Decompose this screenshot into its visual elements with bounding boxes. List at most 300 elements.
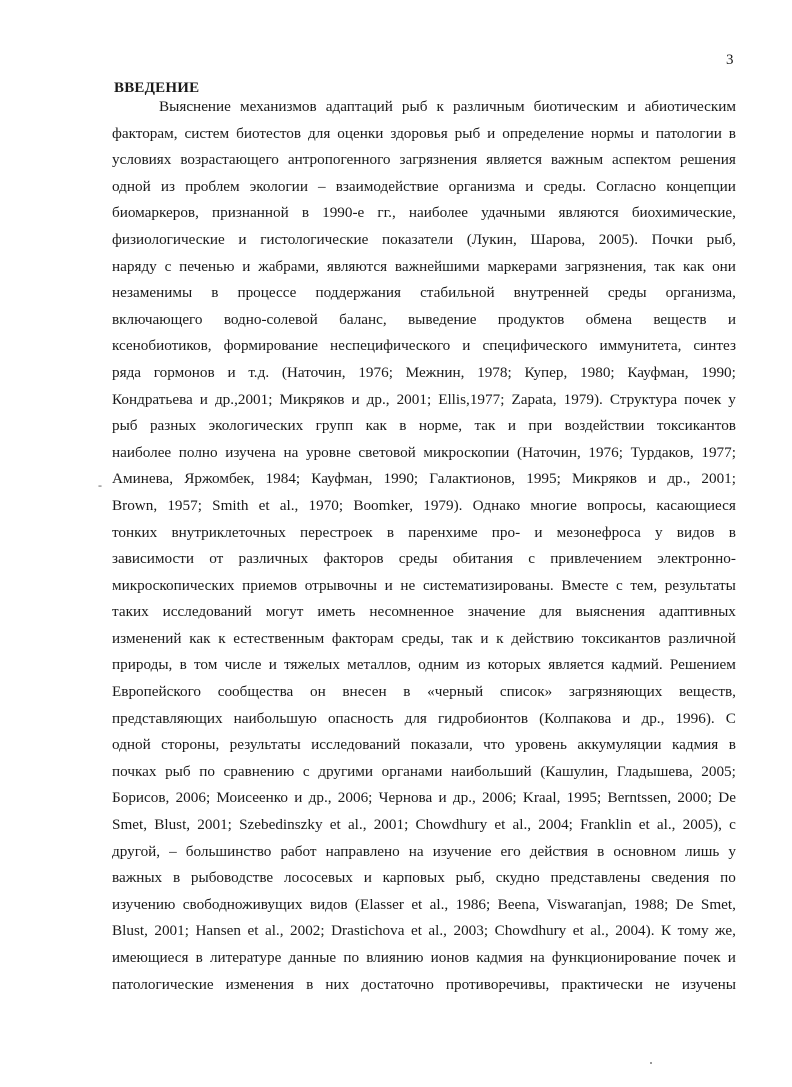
word: представляющих — [112, 709, 223, 727]
word: al., — [428, 922, 447, 940]
word: загрязнения — [399, 151, 478, 169]
word: рыб — [112, 417, 138, 435]
word: (Лукин, — [466, 230, 517, 248]
word: изучение — [432, 842, 492, 860]
word: как — [365, 417, 387, 435]
word: адаптивных — [658, 603, 736, 621]
word: в — [301, 204, 309, 222]
word: Brown, — [112, 496, 158, 514]
word: 2001; — [396, 390, 432, 408]
word: Чернова — [378, 789, 433, 807]
word: к — [218, 629, 226, 647]
word: так — [474, 417, 496, 435]
word: и — [727, 949, 736, 966]
word: мезонефроса — [556, 523, 641, 541]
word: про- — [491, 523, 521, 541]
text-line — [112, 892, 736, 919]
text-line — [112, 599, 736, 626]
scan-speck — [650, 1062, 652, 1064]
word: и — [525, 177, 534, 195]
word: иметь — [317, 603, 356, 621]
word: привлечением — [550, 550, 643, 568]
word: al., — [590, 922, 609, 940]
word: основном — [613, 842, 676, 860]
word: же, — [715, 922, 736, 940]
word: 2001; — [701, 470, 736, 488]
word: al., — [264, 922, 284, 940]
word: стороны, — [161, 736, 220, 754]
word: обмена — [585, 310, 633, 328]
word: результаты — [229, 736, 301, 754]
body-paragraph — [112, 94, 736, 998]
word: неспецифического — [330, 337, 451, 355]
word: вопросы, — [587, 496, 647, 514]
word: результаты — [664, 576, 736, 594]
word: лососевых — [283, 869, 353, 887]
word: у — [728, 842, 736, 860]
word: Микряков — [571, 470, 637, 488]
word: Микряков — [279, 390, 345, 408]
text-line — [112, 254, 736, 281]
word: условиях — [112, 151, 172, 169]
word: его — [500, 842, 521, 860]
word: Межнин, — [405, 363, 465, 381]
word: среды — [398, 550, 438, 568]
word: концепции — [666, 177, 736, 195]
word: 1990; — [383, 470, 419, 488]
word: Szebedinszky — [239, 816, 323, 834]
word: кадмия — [476, 949, 523, 966]
word: многие — [530, 496, 577, 514]
word: др., — [366, 390, 390, 408]
word: систем — [184, 124, 230, 142]
word: могут — [265, 603, 304, 621]
word: несомненное — [369, 603, 454, 621]
word: al., — [347, 816, 367, 834]
word: скудно — [495, 869, 540, 887]
word: 2005), — [682, 816, 722, 834]
word: органами — [381, 762, 443, 780]
word: важных — [112, 869, 163, 887]
word: формирование — [223, 337, 319, 355]
word: и — [648, 470, 657, 488]
word: Борисов, — [112, 789, 170, 807]
word: продуктов — [497, 310, 565, 328]
word: является — [548, 656, 605, 674]
word: них — [325, 975, 350, 993]
word: Шарова, — [530, 230, 586, 248]
word: др.,2001; — [214, 390, 273, 408]
text-line — [112, 121, 736, 148]
word: представлены — [550, 869, 641, 887]
word: биотическим — [533, 98, 619, 115]
word: и — [268, 656, 277, 674]
word: уровне — [305, 443, 351, 461]
word: токсикантов — [581, 629, 661, 647]
word: аккумуляции — [577, 736, 662, 754]
word: другой, — [112, 842, 161, 860]
word: при — [528, 417, 553, 435]
word: De — [675, 895, 694, 913]
word: с — [164, 257, 172, 275]
word: наиболее — [112, 443, 172, 461]
word: (Колпакова — [539, 709, 612, 727]
word: приемов — [242, 576, 298, 594]
word: др., — [667, 470, 691, 488]
word: веществ, — [679, 683, 736, 701]
word: Boomker, — [353, 496, 414, 514]
text-line — [112, 174, 736, 201]
word: рыбоводстве — [190, 869, 274, 887]
word: групп — [315, 417, 354, 435]
word: изменения — [225, 975, 295, 993]
word: большинство — [185, 842, 272, 860]
word: на — [529, 949, 545, 966]
word: оценки — [337, 124, 384, 142]
word: Кондратьева — [112, 390, 193, 408]
text-line — [112, 839, 736, 866]
word: естественным — [233, 629, 325, 647]
word: на — [283, 443, 299, 461]
word: для — [404, 709, 427, 727]
word: De — [718, 789, 736, 807]
word: 2002; — [290, 922, 325, 940]
word: незаменимы — [112, 284, 193, 302]
word: др., — [452, 789, 476, 807]
word: опасность — [327, 709, 394, 727]
word: видов — [309, 895, 348, 913]
word: Smet, — [700, 895, 736, 913]
word: в — [172, 869, 181, 887]
word: биомаркеров, — [112, 204, 199, 222]
word: и — [227, 363, 236, 381]
word: антропогенного — [287, 151, 391, 169]
word: процессе — [237, 284, 297, 302]
word: Купер, — [524, 363, 568, 381]
word: экологии — [249, 177, 308, 195]
word: поддержания — [315, 284, 402, 302]
word: признанной — [212, 204, 289, 222]
word: в — [728, 736, 736, 754]
word: являются — [326, 257, 388, 275]
word: другими — [318, 762, 374, 780]
text-line — [112, 360, 736, 387]
word: действию — [511, 629, 574, 647]
word: рыб — [454, 124, 481, 142]
word: и — [480, 629, 489, 647]
word: с — [302, 762, 310, 780]
word: рыб — [401, 98, 428, 115]
word: др., — [641, 709, 665, 727]
word: 1990-е — [322, 204, 365, 222]
word: с — [729, 816, 736, 834]
word: от — [209, 550, 224, 568]
word: (Наточин, — [517, 443, 581, 461]
word: в — [306, 975, 314, 993]
word: Структура — [609, 390, 678, 408]
word: отрывочны — [304, 576, 377, 594]
word: абиотическим — [644, 98, 736, 115]
word: из — [466, 656, 481, 674]
word: видов — [676, 523, 715, 541]
word: Chowdhury — [415, 816, 488, 834]
word: с — [528, 550, 536, 568]
word: показали, — [410, 736, 473, 754]
word: взаимодействие — [335, 177, 439, 195]
word: стабильной — [420, 284, 495, 302]
word: 2001; — [373, 816, 409, 834]
word: 2004; — [538, 816, 573, 834]
word: в — [399, 417, 407, 435]
word: изменений — [112, 629, 182, 647]
word: что — [483, 736, 505, 754]
word: Вместе — [561, 576, 609, 594]
word: et — [638, 816, 650, 834]
word: Галактионов, — [429, 470, 516, 488]
text-line — [112, 785, 736, 812]
word: 1970; — [308, 496, 344, 514]
word: патологии — [655, 124, 722, 142]
word: (Elasser — [355, 895, 404, 913]
word: у — [728, 390, 736, 408]
word: металлов, — [347, 656, 411, 674]
word: так — [654, 257, 676, 275]
word: et — [411, 895, 423, 913]
word: Hansen — [195, 922, 242, 940]
word: наряду — [112, 257, 157, 275]
word: направлено — [325, 842, 400, 860]
word: синтез — [693, 337, 736, 355]
word: биохимические, — [631, 204, 736, 222]
word: al., — [656, 816, 676, 834]
word: 2001; — [154, 922, 189, 940]
word: с — [615, 576, 623, 594]
word: которых — [487, 656, 542, 674]
word: на — [408, 842, 424, 860]
word: изучены — [681, 975, 736, 993]
word: «черный — [427, 683, 484, 701]
word: 1980; — [580, 363, 615, 381]
word: и — [622, 709, 631, 727]
word: различным — [452, 98, 525, 115]
word: внутриклеточных — [171, 523, 286, 541]
word: аспектом — [612, 151, 671, 169]
word: световой — [358, 443, 416, 461]
word: Chowdhury — [494, 922, 567, 940]
word: 1995; — [526, 470, 561, 488]
page-number: 3 — [726, 52, 734, 68]
word: токсикантов — [656, 417, 736, 435]
word: и — [242, 257, 251, 275]
word: том — [194, 656, 218, 674]
word: организма — [448, 177, 516, 195]
word: Blust, — [112, 922, 148, 940]
word: и — [294, 789, 303, 807]
text-line — [112, 200, 736, 227]
word: 1988; — [633, 895, 669, 913]
word: наибольшую — [233, 709, 317, 727]
word: et — [247, 922, 259, 940]
text-line — [112, 652, 736, 679]
text-line — [112, 706, 736, 733]
word: в — [179, 656, 187, 674]
word: иммунитета, — [599, 337, 682, 355]
word: Beena, — [497, 895, 540, 913]
word: 1995; — [566, 789, 602, 807]
word: 2005; — [701, 762, 736, 780]
text-line — [112, 387, 736, 414]
word: 2003; — [453, 922, 489, 940]
word: Турдаков, — [630, 443, 694, 461]
word: паренхиме — [408, 523, 478, 541]
word: зависимости — [112, 550, 194, 568]
word: достаточно — [361, 975, 434, 993]
word: проблем — [185, 177, 240, 195]
word: числе — [224, 656, 262, 674]
word: природы, — [112, 656, 173, 674]
word: выведение — [407, 310, 477, 328]
text-line — [112, 865, 736, 892]
word: Ellis,1977; — [438, 390, 505, 408]
word: воздействии — [564, 417, 645, 435]
word: различной — [668, 629, 736, 647]
word: одной — [112, 736, 151, 754]
word: 2000; — [677, 789, 713, 807]
word: et — [494, 816, 506, 834]
word: в — [728, 124, 736, 142]
word: действия — [529, 842, 589, 860]
word: внутренней — [513, 284, 589, 302]
word: тонких — [112, 523, 158, 541]
word: противоречивы, — [445, 975, 550, 993]
word: гидробионтов — [437, 709, 529, 727]
word: 1978; — [477, 363, 512, 381]
word: Решением — [669, 656, 736, 674]
text-line — [112, 759, 736, 786]
word: микроскопических — [112, 576, 235, 594]
word: не — [654, 975, 670, 993]
word: и — [627, 98, 636, 115]
word: механизмов — [240, 98, 317, 115]
word: 2004). — [615, 922, 655, 940]
word: 1977; — [701, 443, 736, 461]
word: специфического — [482, 337, 588, 355]
word: обитания — [452, 550, 514, 568]
word: факторов — [323, 550, 384, 568]
word: определение — [502, 124, 584, 142]
text-line — [112, 493, 736, 520]
text-line — [112, 732, 736, 759]
word: Franklin — [580, 816, 632, 834]
word: др., — [308, 789, 332, 807]
word: 1986; — [455, 895, 491, 913]
word: карповых — [382, 869, 445, 887]
word: С — [725, 709, 736, 727]
word: одной — [112, 177, 151, 195]
text-line — [112, 945, 736, 972]
text-line — [112, 280, 736, 307]
word: 1996). — [675, 709, 715, 727]
word: наибольший — [451, 762, 532, 780]
text-line — [112, 466, 736, 493]
word: (Наточин, — [281, 363, 346, 381]
word: et — [410, 922, 422, 940]
text-line — [112, 573, 736, 600]
word: печенью — [179, 257, 235, 275]
text-line — [112, 307, 736, 334]
word: Европейского — [112, 683, 202, 701]
word: ряда — [112, 363, 142, 381]
word: микроскопии — [423, 443, 510, 461]
word: гистологические — [260, 230, 369, 248]
text-line — [112, 333, 736, 360]
word: к — [436, 98, 444, 115]
word: патологические — [112, 975, 214, 993]
word: полно — [178, 443, 218, 461]
word: уровень — [515, 736, 567, 754]
word: Berntssen, — [607, 789, 672, 807]
word: по — [199, 762, 215, 780]
word: как — [189, 629, 211, 647]
word: функционирование — [551, 949, 677, 966]
word: физиологические — [112, 230, 225, 248]
word: среды — [607, 284, 647, 302]
word: и — [462, 337, 471, 355]
word: баланс, — [339, 310, 387, 328]
word: сведения — [651, 869, 710, 887]
word: почек — [683, 949, 721, 966]
text-line — [112, 413, 736, 440]
word: разных — [149, 417, 197, 435]
word: тому — [677, 922, 709, 940]
word: литературе — [209, 949, 282, 966]
text-line — [112, 546, 736, 573]
word: для — [308, 124, 331, 142]
word: Kraal, — [522, 789, 561, 807]
word: перестроек — [299, 523, 373, 541]
word: 1984; — [265, 470, 301, 488]
word: различных — [238, 550, 309, 568]
word: et — [329, 816, 341, 834]
section-heading: ВВЕДЕНИЕ — [114, 80, 200, 96]
text-line — [112, 918, 736, 945]
word: наиболее — [408, 204, 469, 222]
text-line — [112, 972, 736, 999]
word: исследований — [162, 603, 252, 621]
word: не — [400, 576, 416, 594]
word: и — [487, 124, 496, 142]
text-line — [112, 94, 736, 121]
word: в — [597, 842, 605, 860]
word: и — [438, 789, 447, 807]
word: таких — [112, 603, 149, 621]
word: биотестов — [236, 124, 302, 142]
word: 2006; — [337, 789, 373, 807]
word: et — [572, 922, 584, 940]
text-line — [112, 679, 736, 706]
word: в — [403, 683, 411, 701]
word: касающиеся — [656, 496, 736, 514]
word: возрастающего — [180, 151, 279, 169]
word: ионов — [430, 949, 470, 966]
word: свободноживущих — [182, 895, 303, 913]
word: (Кашулин, — [540, 762, 609, 780]
word: и — [363, 869, 372, 887]
word: и — [384, 576, 393, 594]
word: включающего — [112, 310, 203, 328]
word: Viswaranjan, — [546, 895, 627, 913]
word: К — [660, 922, 672, 940]
